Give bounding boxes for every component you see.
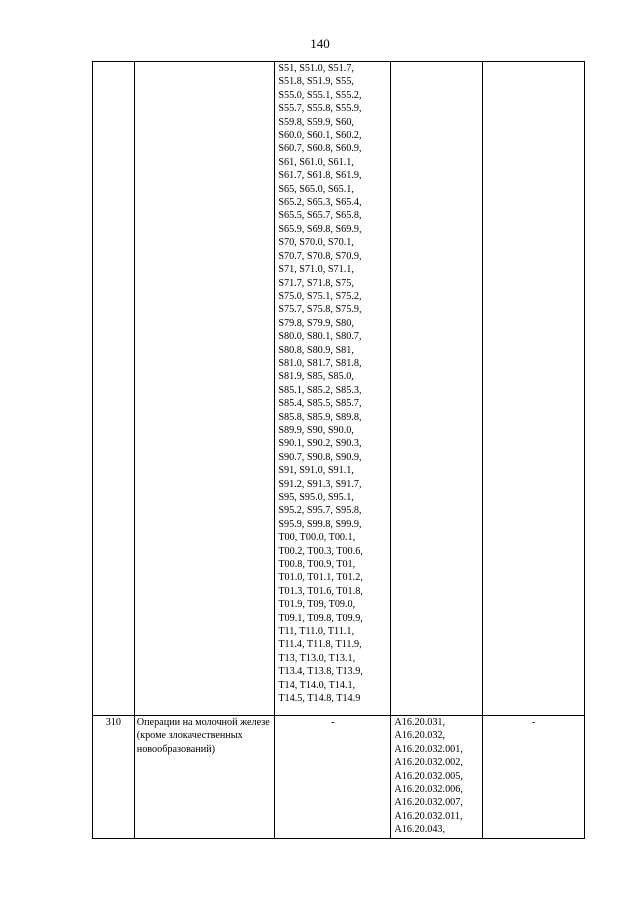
diagnosis-codes-cell: S51, S51.0, S51.7, S51.8, S51.9, S55, S55.0, S55.1, S55.2, S55.7, S55.8, S55.9, S59.8, S59.9, S60, S60.0, S60.1, S60.2, S60.7, S60.8, S60.9, S61, S61.0, S61.1, S61.7, S61.8, S61.9, S65, S65.0, S65.1, S65.2, S65.3, S65.4, S65.5, S65.7, S65.8, S65.9, S69.8, S69.9, S70, S70.0, S70.1, S70.7, S70.8, S70.9, S71, S71.0, S71.1, S71.7, S71.8, S75, S75.0, S75.1, S75.2, S75.7, S75.8, S75.9, S79.8, S79.9, S80, S80.0, S80.1, S80.7, S80.8, S80.9, S81, S81.0, S81.7, S81.8, S81.9, S85, S85.0, S85.1, S85.2, S85.3, S85.4, S85.5, S85.7, S85.8, S85.9, S89.8, S89.9, S90, S90.0, S90.1, S90.2, S90.3, S90.7, S90.8, S90.9, S91, S91.0, S91.1, S91.2, S91.3, S91.7, S95, S95.0, S95.1, S95.2, S95.7, S95.8, S95.9, S99.8, S99.9, T00, T00.0, T00.1, T00.2, T00.3, T00.6, T00.8, T00.9, T01, T01.0, T01.1, T01.2, T01.3, T01.6, T01.8, T01.9, T09, T09.0, T09.1, T09.8, T09.9, T11, T11.0, T11.1, T11.4, T11.8, T11.9, T13, T13.0, T13.1, T13.4, T13.8, T13.9, T14, T14.0, T14.1, T14.5, T14.8, T14.9 (275, 62, 391, 716)
row-name-cell (134, 62, 275, 716)
row-number-cell: 310 (93, 716, 135, 839)
row-number-cell (93, 62, 135, 716)
table-row (93, 716, 585, 839)
other-criteria-cell (483, 62, 585, 716)
service-codes-cell (391, 62, 483, 716)
diagnosis-table (92, 61, 585, 839)
service-codes-cell: A16.20.031, A16.20.032, A16.20.032.001, A16.20.032.002, A16.20.032.005, A16.20.032.006, A16.20.032.007, A16.20.032.011, A16.20.043, (391, 716, 483, 839)
other-criteria-cell: - (483, 716, 585, 839)
table-row (93, 62, 585, 716)
row-name-cell: Операции на молочной железе (кроме злокачественных новообразований) (134, 716, 275, 839)
diagnosis-codes-cell: - (275, 716, 391, 839)
page-number: 140 (310, 36, 330, 51)
